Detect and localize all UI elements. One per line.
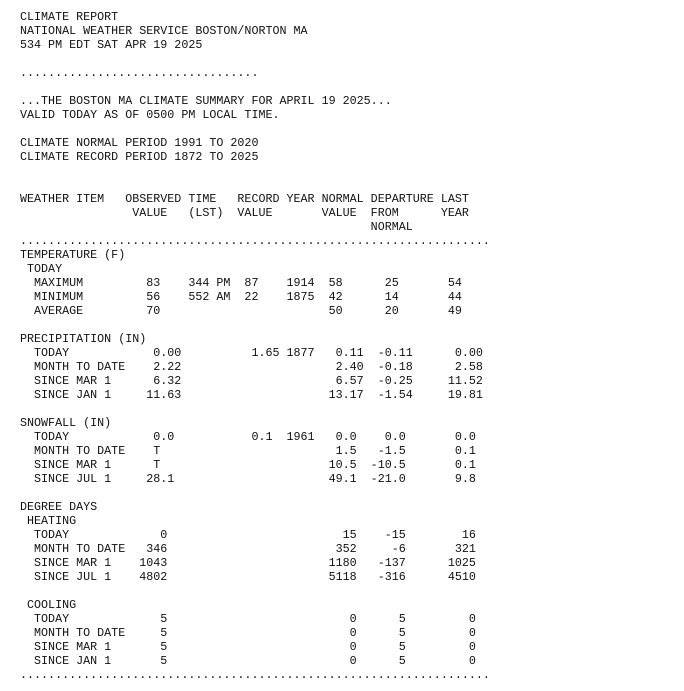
report-line	[20, 402, 490, 416]
report-line	[20, 80, 490, 94]
report-line: TODAY 0.00 1.65 1877 0.11 -0.11 0.00	[20, 346, 483, 360]
report-line	[20, 318, 490, 332]
report-line	[20, 584, 490, 598]
report-line: MONTH TO DATE 346 352 -6 321	[20, 542, 476, 556]
report-line: WEATHER ITEM OBSERVED TIME RECORD YEAR NORMAL DEPARTURE LAST	[20, 192, 469, 206]
report-line: TODAY 0 15 -15 16	[20, 528, 476, 542]
report-line	[20, 164, 490, 178]
report-line: 534 PM EDT SAT APR 19 2025	[20, 38, 203, 52]
report-line: SINCE JAN 1 5 0 5 0	[20, 654, 476, 668]
report-line: AVERAGE 70 50 20 49	[20, 304, 462, 318]
report-line: PRECIPITATION (IN)	[20, 332, 147, 346]
report-line	[20, 52, 490, 66]
report-line: TEMPERATURE (F)	[20, 248, 126, 262]
report-line: CLIMATE RECORD PERIOD 1872 TO 2025	[20, 150, 259, 164]
report-line: SINCE MAR 1 T 10.5 -10.5 0.1	[20, 458, 476, 472]
report-line: COOLING	[20, 598, 77, 612]
report-line: HEATING	[20, 514, 77, 528]
report-line	[20, 122, 490, 136]
report-line: TODAY	[20, 262, 63, 276]
report-line: TODAY 0.0 0.1 1961 0.0 0.0 0.0	[20, 430, 476, 444]
report-line: ...THE BOSTON MA CLIMATE SUMMARY FOR APRIL 19 2025...	[20, 94, 392, 108]
report-line: SINCE JUL 1 28.1 49.1 -21.0 9.8	[20, 472, 476, 486]
report-line: NATIONAL WEATHER SERVICE BOSTON/NORTON MA	[20, 24, 308, 38]
report-line: MONTH TO DATE T 1.5 -1.5 0.1	[20, 444, 476, 458]
report-line: CLIMATE REPORT	[20, 10, 119, 24]
report-line: SINCE JAN 1 11.63 13.17 -1.54 19.81	[20, 388, 483, 402]
report-line: SINCE MAR 1 6.32 6.57 -0.25 11.52	[20, 374, 483, 388]
report-line: VALID TODAY AS OF 0500 PM LOCAL TIME.	[20, 108, 280, 122]
report-line: ...................................................................	[20, 234, 490, 248]
report-line: TODAY 5 0 5 0	[20, 612, 476, 626]
report-line: DEGREE DAYS	[20, 500, 98, 514]
report-line: NORMAL	[20, 220, 413, 234]
report-line: CLIMATE NORMAL PERIOD 1991 TO 2020	[20, 136, 259, 150]
report-line: SINCE MAR 1 5 0 5 0	[20, 640, 476, 654]
report-line: ..................................	[20, 66, 259, 80]
report-line	[20, 178, 490, 192]
report-line: MINIMUM 56 552 AM 22 1875 42 14 44	[20, 290, 462, 304]
report-line: MAXIMUM 83 344 PM 87 1914 58 25 54	[20, 276, 462, 290]
report-line: SNOWFALL (IN)	[20, 416, 112, 430]
report-line: SINCE JUL 1 4802 5118 -316 4510	[20, 570, 476, 584]
report-line: MONTH TO DATE 5 0 5 0	[20, 626, 476, 640]
report-line: VALUE (LST) VALUE VALUE FROM YEAR	[20, 206, 469, 220]
climate-report-text	[20, 10, 490, 682]
report-line: SINCE MAR 1 1043 1180 -137 1025	[20, 556, 476, 570]
report-line: ...................................................................	[20, 668, 490, 682]
report-line	[20, 486, 490, 500]
report-line: MONTH TO DATE 2.22 2.40 -0.18 2.58	[20, 360, 483, 374]
